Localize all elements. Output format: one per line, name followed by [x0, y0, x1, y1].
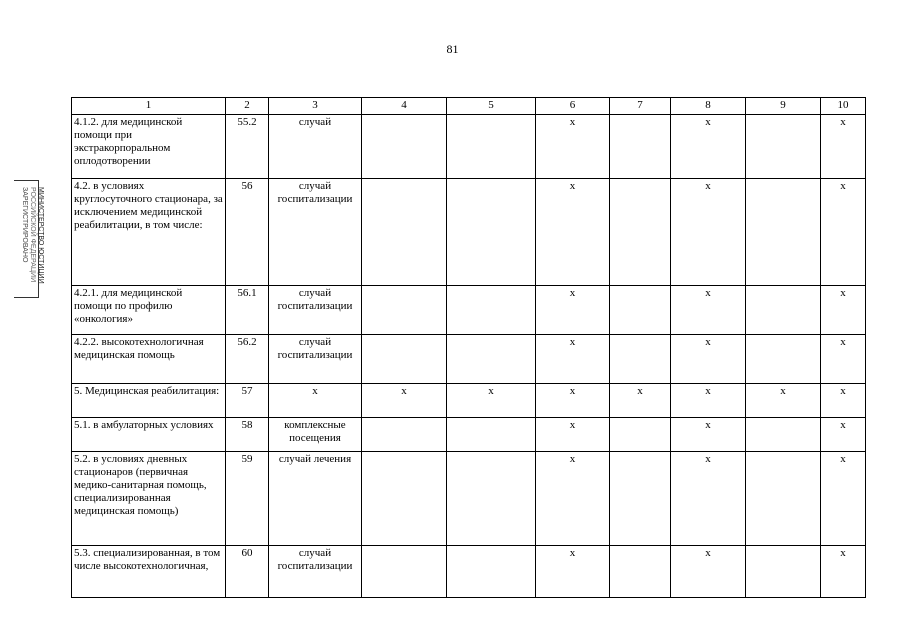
- column-header: 7: [610, 98, 671, 115]
- table-cell: 4.1.2. для медицинской помощи при экстракорпоральном оплодотворении: [72, 115, 226, 179]
- table-cell: x: [821, 546, 866, 598]
- table-cell: x: [821, 335, 866, 384]
- table-cell: [447, 115, 536, 179]
- table-cell: [362, 452, 447, 546]
- table-cell: [447, 335, 536, 384]
- page-number: 81: [446, 42, 459, 56]
- table-cell: 5. Медицинская реабилитация:: [72, 384, 226, 418]
- table-cell: x: [536, 418, 610, 452]
- table-cell: x: [536, 546, 610, 598]
- table-cell: 4.2.1. для медицинской помощи по профилю «онкология»: [72, 286, 226, 335]
- column-header: 9: [746, 98, 821, 115]
- table-cell: [447, 546, 536, 598]
- table-cell: [746, 286, 821, 335]
- table-cell: 55.2: [226, 115, 269, 179]
- stamp-line: ЗАРЕГИСТРИРОВАНО: [21, 187, 28, 263]
- table-cell: [362, 418, 447, 452]
- table-cell: случай госпитализации: [269, 546, 362, 598]
- table-cell: [362, 286, 447, 335]
- table-cell: 5.1. в амбулаторных условиях: [72, 418, 226, 452]
- table-cell: x: [821, 384, 866, 418]
- table-cell: [362, 335, 447, 384]
- table-cell: [362, 115, 447, 179]
- table-row: [72, 418, 866, 452]
- table-row: [72, 335, 866, 384]
- table-cell: [447, 418, 536, 452]
- table-row: [72, 384, 866, 418]
- table-cell: случай: [269, 115, 362, 179]
- table-cell: x: [746, 384, 821, 418]
- table-cell: [746, 452, 821, 546]
- table-cell: [610, 115, 671, 179]
- table-cell: 57: [226, 384, 269, 418]
- table-cell: 5.2. в условиях дневных стационаров (первичная медико-санитарная помощь, специализированная медицинская помощь): [72, 452, 226, 546]
- table-cell: x: [671, 546, 746, 598]
- table-cell: 60: [226, 546, 269, 598]
- table-row: [72, 546, 866, 598]
- table-cell: [610, 418, 671, 452]
- table-cell: 4.2.2. высокотехнологичная медицинская помощь: [72, 335, 226, 384]
- column-header: 4: [362, 98, 447, 115]
- table-cell: случай госпитализации: [269, 286, 362, 335]
- table-cell: [610, 335, 671, 384]
- column-header: 1: [72, 98, 226, 115]
- table-cell: x: [447, 384, 536, 418]
- table-cell: x: [362, 384, 447, 418]
- table-cell: x: [536, 286, 610, 335]
- table-cell: [447, 286, 536, 335]
- table-cell: x: [671, 179, 746, 286]
- table-cell: [746, 335, 821, 384]
- table-cell: [746, 546, 821, 598]
- table-cell: x: [671, 384, 746, 418]
- table-row: [72, 115, 866, 179]
- table-cell: 59: [226, 452, 269, 546]
- column-header: 10: [821, 98, 866, 115]
- table-cell: комплексные посещения: [269, 418, 362, 452]
- table-cell: x: [671, 335, 746, 384]
- table-cell: x: [671, 115, 746, 179]
- stamp-line: РОССИЙСКОЙ ФЕДЕРАЦИИ: [29, 187, 36, 283]
- table-cell: случай госпитализации: [269, 335, 362, 384]
- table-cell: x: [536, 179, 610, 286]
- table-row: [72, 286, 866, 335]
- table-cell: случай госпитализации: [269, 179, 362, 286]
- table-cell: x: [269, 384, 362, 418]
- table-cell: [447, 452, 536, 546]
- table-cell: [362, 546, 447, 598]
- header-row: [72, 98, 866, 115]
- table-cell: x: [671, 286, 746, 335]
- table-cell: x: [536, 452, 610, 546]
- table-cell: [610, 546, 671, 598]
- table-cell: 56: [226, 179, 269, 286]
- table-cell: 56.1: [226, 286, 269, 335]
- table-cell: [746, 115, 821, 179]
- table-cell: x: [536, 335, 610, 384]
- table-cell: x: [536, 115, 610, 179]
- column-header: 6: [536, 98, 610, 115]
- table-cell: [746, 179, 821, 286]
- registration-stamp: [14, 180, 44, 298]
- table-cell: [610, 452, 671, 546]
- table-cell: 5.3. специализированная, в том числе высокотехнологичная,: [72, 546, 226, 598]
- table-cell: [746, 418, 821, 452]
- table-cell: [447, 179, 536, 286]
- table-cell: x: [536, 384, 610, 418]
- table-cell: 58: [226, 418, 269, 452]
- column-header: 3: [269, 98, 362, 115]
- table-row: [72, 179, 866, 286]
- column-header: 5: [447, 98, 536, 115]
- table-cell: x: [671, 418, 746, 452]
- column-header: 8: [671, 98, 746, 115]
- table-cell: x: [821, 179, 866, 286]
- table-cell: [610, 179, 671, 286]
- table-cell: 4.2. в условиях круглосуточного стационара, за исключением медицинской реабилитации, в том числе:: [72, 179, 226, 286]
- table-cell: x: [610, 384, 671, 418]
- table-cell: x: [821, 115, 866, 179]
- stamp-line: МИНИСТЕРСТВО ЮСТИЦИИ: [37, 187, 44, 284]
- table-cell: x: [821, 286, 866, 335]
- table-cell: [610, 286, 671, 335]
- column-header: 2: [226, 98, 269, 115]
- table-cell: случай лечения: [269, 452, 362, 546]
- table-cell: x: [671, 452, 746, 546]
- table-cell: 56.2: [226, 335, 269, 384]
- data-table: [71, 97, 866, 598]
- table-row: [72, 452, 866, 546]
- table-cell: x: [821, 452, 866, 546]
- table-cell: [362, 179, 447, 286]
- table-cell: x: [821, 418, 866, 452]
